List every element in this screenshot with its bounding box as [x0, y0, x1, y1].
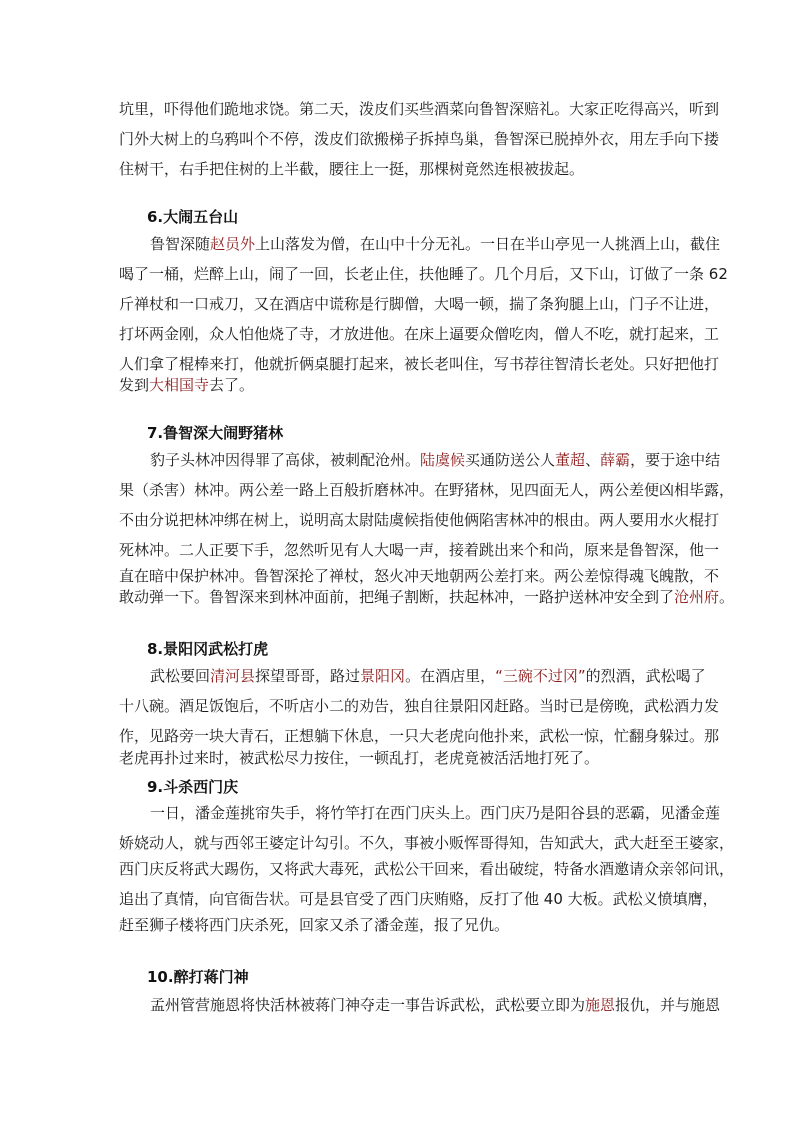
- paragraph-line: 直在暗中保护林冲。鲁智深抡了禅杖，怒火冲天地朝两公差打来。两公差惊得魂飞魄散，不: [119, 567, 720, 585]
- text-run: 的烈酒，武松喝了: [585, 667, 706, 685]
- quote-text[interactable]: “三碗不过冈”: [495, 667, 586, 685]
- text-run: 上山落发为僧，在山中十分无礼。一日在半山亭见一人挑酒上山，截住: [255, 235, 721, 253]
- link-zhao-yuanwai[interactable]: 赵员外: [210, 235, 256, 253]
- paragraph-line: 十八碗。酒足饭饱后，不听店小二的劝告，独自往景阳冈赶路。当时已是傍晚，武松酒力发: [119, 697, 720, 715]
- paragraph-line: 不由分说把林冲绑在树上，说明高太尉陆虞候指使他俩陷害林冲的根由。两人要用水火棍打: [119, 511, 720, 529]
- text-run: 孟州管营施恩将快活林被蒋门神夺走一事告诉武松，武松要立即为: [150, 996, 586, 1014]
- link-lu-yuhou[interactable]: 陆虞候: [420, 451, 466, 469]
- text-run: 去了。: [209, 376, 255, 394]
- paragraph-line: [150, 995, 721, 1015]
- paragraph-line: 西门庆反将武大踢伤，又将武大毒死，武松公干回来，看出破绽，特备水酒邀请众亲邻问讯，: [119, 860, 735, 878]
- text-run: ，要于途中结: [630, 451, 721, 469]
- text-run: 探望哥哥，路过: [255, 667, 361, 685]
- paragraph-line: 人们拿了棍棒来打，他就折俩桌腿打起来，被长老叫住，写书荐往智清长老处。只好把他打: [119, 355, 720, 373]
- paragraph-line: 门外大树上的乌鸦叫个不停，泼皮们欲搬梯子拆掉鸟巢，鲁智深已脱掉外衣，用左手向下搂: [119, 130, 720, 148]
- paragraph-line: [119, 375, 679, 395]
- text-run: 报仇，并与施恩: [615, 996, 721, 1014]
- paragraph-line: 作，见路旁一块大青石，正想躺下休息，一只大老虎向他扑来，武松一惊，忙翻身躲过。那: [119, 727, 720, 745]
- paragraph-line: 坑里，吓得他们跪地求饶。第二天，泼皮们买些酒菜向鲁智深赔礼。大家正吃得高兴，听到: [119, 100, 720, 118]
- paragraph-line: [150, 450, 721, 470]
- paragraph-line: 打坏两金刚，众人怕他烧了寺，才放进他。在床上逼要众僧吃肉，僧人不吃，就打起来，工: [119, 325, 720, 343]
- link-qinghexian[interactable]: 清河县: [210, 667, 256, 685]
- paragraph-line: 娇娆动人，就与西邻王婆定计勾引。不久，事被小贩恽哥得知，告知武大，武大赶至王婆家，: [119, 834, 735, 852]
- paragraph-line: 喝了一桶，烂醉上山，闹了一回，长老止住，扶他睡了。几个月后，又下山，订做了一条 62: [119, 265, 728, 283]
- link-jingyanggang[interactable]: 景阳冈: [360, 667, 406, 685]
- text-run: 。在酒店里，: [405, 667, 496, 685]
- section-heading: 8.景阳冈武松打虎: [147, 640, 269, 658]
- section-heading: 10.醉打蒋门神: [147, 968, 249, 986]
- paragraph-line: [150, 234, 721, 254]
- text-run: 敢动弹一下。鲁智深来到林冲面前，把绳子割断，扶起林冲，一路护送林冲安全到了: [119, 588, 675, 606]
- link-dong-chao[interactable]: 董超: [555, 451, 586, 469]
- paragraph-line: 斤禅杖和一口戒刀，又在酒店中谎称是行脚僧，大喝一顿，揣了条狗腿上山，门子不让进，: [119, 295, 720, 313]
- paragraph-line: 赶至狮子楼将西门庆杀死，回家又杀了潘金莲，报了兄仇。: [119, 916, 510, 934]
- text-run: 鲁智深随: [150, 235, 211, 253]
- paragraph-line: 果（杀害）林冲。两公差一路上百般折磨林冲。在野猪林，见四面无人，两公差便凶相毕露，: [119, 481, 735, 499]
- section-heading: 9.斗杀西门庆: [147, 778, 239, 796]
- paragraph-line: 一日，潘金莲挑帘失手，将竹竿打在西门庆头上。西门庆乃是阳谷县的恶霸，见潘金莲: [150, 804, 721, 822]
- paragraph-line: 追出了真情，向官衙告状。可是县官受了西门庆贿赂，反打了他 40 大板。武松义愤填膺，: [119, 890, 718, 908]
- paragraph-line: 老虎再扑过来时，被武松尽力按住，一顿乱打，老虎竟被活活地打死了。: [119, 749, 600, 767]
- link-xue-ba[interactable]: 薛霸: [600, 451, 631, 469]
- text-run: 。: [719, 588, 735, 606]
- text-run: 买通防送公人: [465, 451, 556, 469]
- paragraph-line: 死林冲。二人正要下手，忽然听见有人大喝一声，接着跳出来个和尚，原来是鲁智深，他一: [119, 541, 720, 559]
- paragraph-line: 住树干，右手把住树的上半截，腰往上一挺，那棵树竟然连根被拔起。: [119, 160, 585, 178]
- text-run: 、: [585, 451, 601, 469]
- section-heading: 7.鲁智深大闹野猪林: [147, 424, 284, 442]
- paragraph-line: [150, 666, 706, 686]
- paragraph-line: [119, 587, 735, 607]
- link-shi-en[interactable]: 施恩: [585, 996, 616, 1014]
- section-heading: 6.大闹五台山: [147, 208, 239, 226]
- link-daxiangguosi[interactable]: 大相国寺: [149, 376, 210, 394]
- text-run: 发到: [119, 376, 150, 394]
- link-cangzhoufu[interactable]: 沧州府: [674, 588, 720, 606]
- text-run: 武松要回: [150, 667, 211, 685]
- text-run: 豹子头林冲因得罪了高俅，被刺配沧州。: [150, 451, 421, 469]
